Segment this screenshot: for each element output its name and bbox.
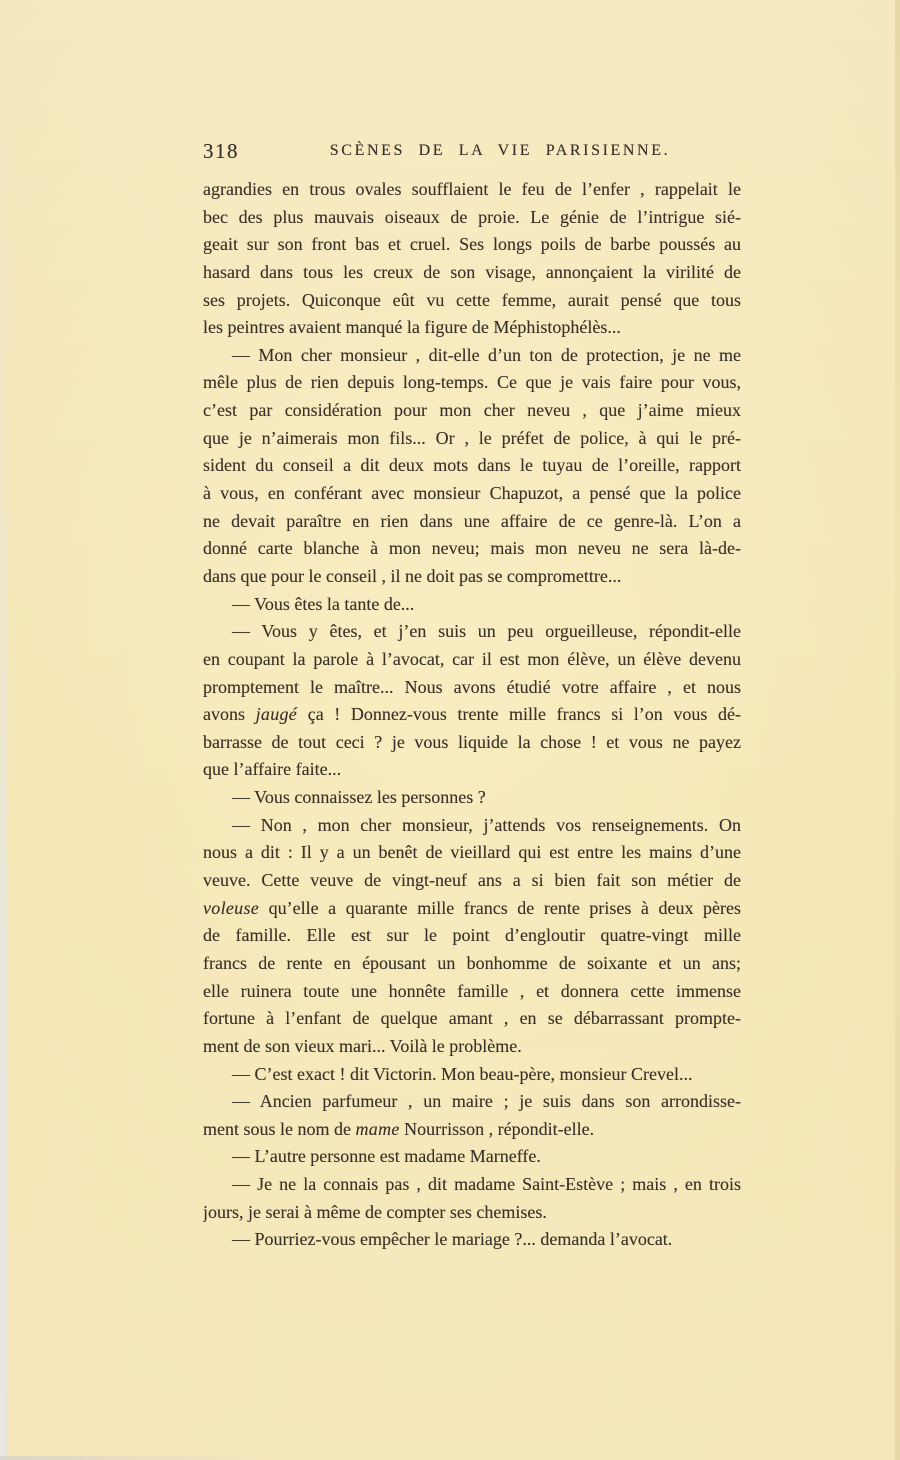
text-line: à vous, en conférant avec monsieur Chapuzot, a pensé que la police: [203, 483, 741, 504]
scan-edge-bottom: [0, 1456, 900, 1460]
text-line: ne devait paraître en rien dans une affaire de ce genre-là. L’on a: [203, 510, 741, 531]
text-line: francs de rente en épousant un bonhomme de soixante et un ans;: [203, 952, 741, 973]
text-line: agrandies en trous ovales soufflaient le feu de l’enfer , rappelait le: [203, 179, 741, 199]
scan-edge-right: [895, 0, 900, 1460]
page-header: [203, 139, 741, 165]
text-line: — C’est exact ! dit Victorin. Mon beau-père, monsieur Crevel...: [232, 1063, 693, 1084]
text-line: — Vous y êtes, et j’en suis un peu orgueilleuse, répondit-elle: [232, 621, 741, 642]
text-line: — Ancien parfumeur , un maire ; je suis dans son arrondisse-: [232, 1091, 741, 1112]
text-line: avons jaugé ça ! Donnez-vous trente mille francs si l’on vous dé-: [203, 704, 741, 725]
text-line: barrasse de tout ceci ? je vous liquide la chose ! et vous ne payez: [203, 731, 741, 752]
text-line: ment de son vieux mari... Voilà le problème.: [203, 1035, 522, 1056]
text-line: ses projets. Quiconque eût vu cette femme, aurait pensé que tous: [203, 289, 741, 310]
text-line: promptement le maître... Nous avons étudié votre affaire , et nous: [203, 676, 741, 697]
text-line: veuve. Cette veuve de vingt-neuf ans a si bien fait son métier de: [203, 870, 741, 891]
body-text-block: [203, 176, 741, 1254]
text-line: que je n’aimerais mon fils... Or , le préfet de police, à qui le pré-: [203, 427, 741, 448]
text-line: elle ruinera toute une honnête famille , et donnera cette immense: [203, 980, 741, 1001]
text-line: nous a dit : Il y a un benêt de vieillard qui est entre les mains d’une: [203, 842, 741, 863]
text-line: hasard dans tous les creux de son visage, annonçaient la virilité de: [203, 261, 741, 282]
text-line: mêle plus de rien depuis long-temps. Ce que je vais faire pour vous,: [203, 372, 741, 393]
text-line: ment sous le nom de mame Nourrisson , répondit-elle.: [203, 1118, 595, 1139]
text-line: les peintres avaient manqué la figure de Méphistophélès...: [203, 317, 621, 338]
text-line: en coupant la parole à l’avocat, car il est mon élève, un élève devenu: [203, 648, 741, 669]
text-line: — L’autre personne est madame Marneffe.: [232, 1146, 541, 1167]
text-line: bec des plus mauvais oiseaux de proie. Le génie de l’intrigue sié-: [203, 206, 741, 227]
text-line: — Je ne la connais pas , dit madame Saint-Estève ; mais , en trois: [232, 1174, 741, 1195]
scan-edge-left: [0, 0, 7, 1460]
text-line: — Mon cher monsieur , dit-elle d’un ton de protection, je ne me: [232, 344, 741, 365]
text-line: jours, je serai à même de compter ses chemises.: [203, 1201, 547, 1222]
text-line: sident du conseil a dit deux mots dans le tuyau de l’oreille, rapport: [203, 455, 741, 476]
text-line: que l’affaire faite...: [203, 759, 342, 780]
text-line: fortune à l’enfant de quelque amant , en se débarrassant prompte-: [203, 1008, 741, 1029]
text-line: c’est par considération pour mon cher neveu , que j’aime mieux: [203, 400, 741, 421]
running-header-title: SCÈNES DE LA VIE PARISIENNE.: [329, 142, 671, 159]
text-line: dans que pour le conseil , il ne doit pas se compromettre...: [203, 565, 622, 586]
text-line: geait sur son front bas et cruel. Ses longs poils de barbe poussés au: [203, 234, 741, 255]
text-line: — Non , mon cher monsieur, j’attends vos renseignements. On: [232, 814, 741, 835]
text-line: donné carte blanche à mon neveu; mais mon neveu ne sera là-de-: [203, 538, 741, 559]
text-line: — Vous connaissez les personnes ?: [232, 787, 486, 808]
text-line: — Pourriez-vous empêcher le mariage ?... demanda l’avocat.: [232, 1229, 673, 1250]
text-line: voleuse qu’elle a quarante mille francs de rente prises à deux pères: [203, 897, 741, 918]
page-number: 318: [203, 139, 239, 163]
text-line: — Vous êtes la tante de...: [232, 593, 415, 614]
text-line: de famille. Elle est sur le point d’engloutir quatre-vingt mille: [203, 925, 741, 946]
